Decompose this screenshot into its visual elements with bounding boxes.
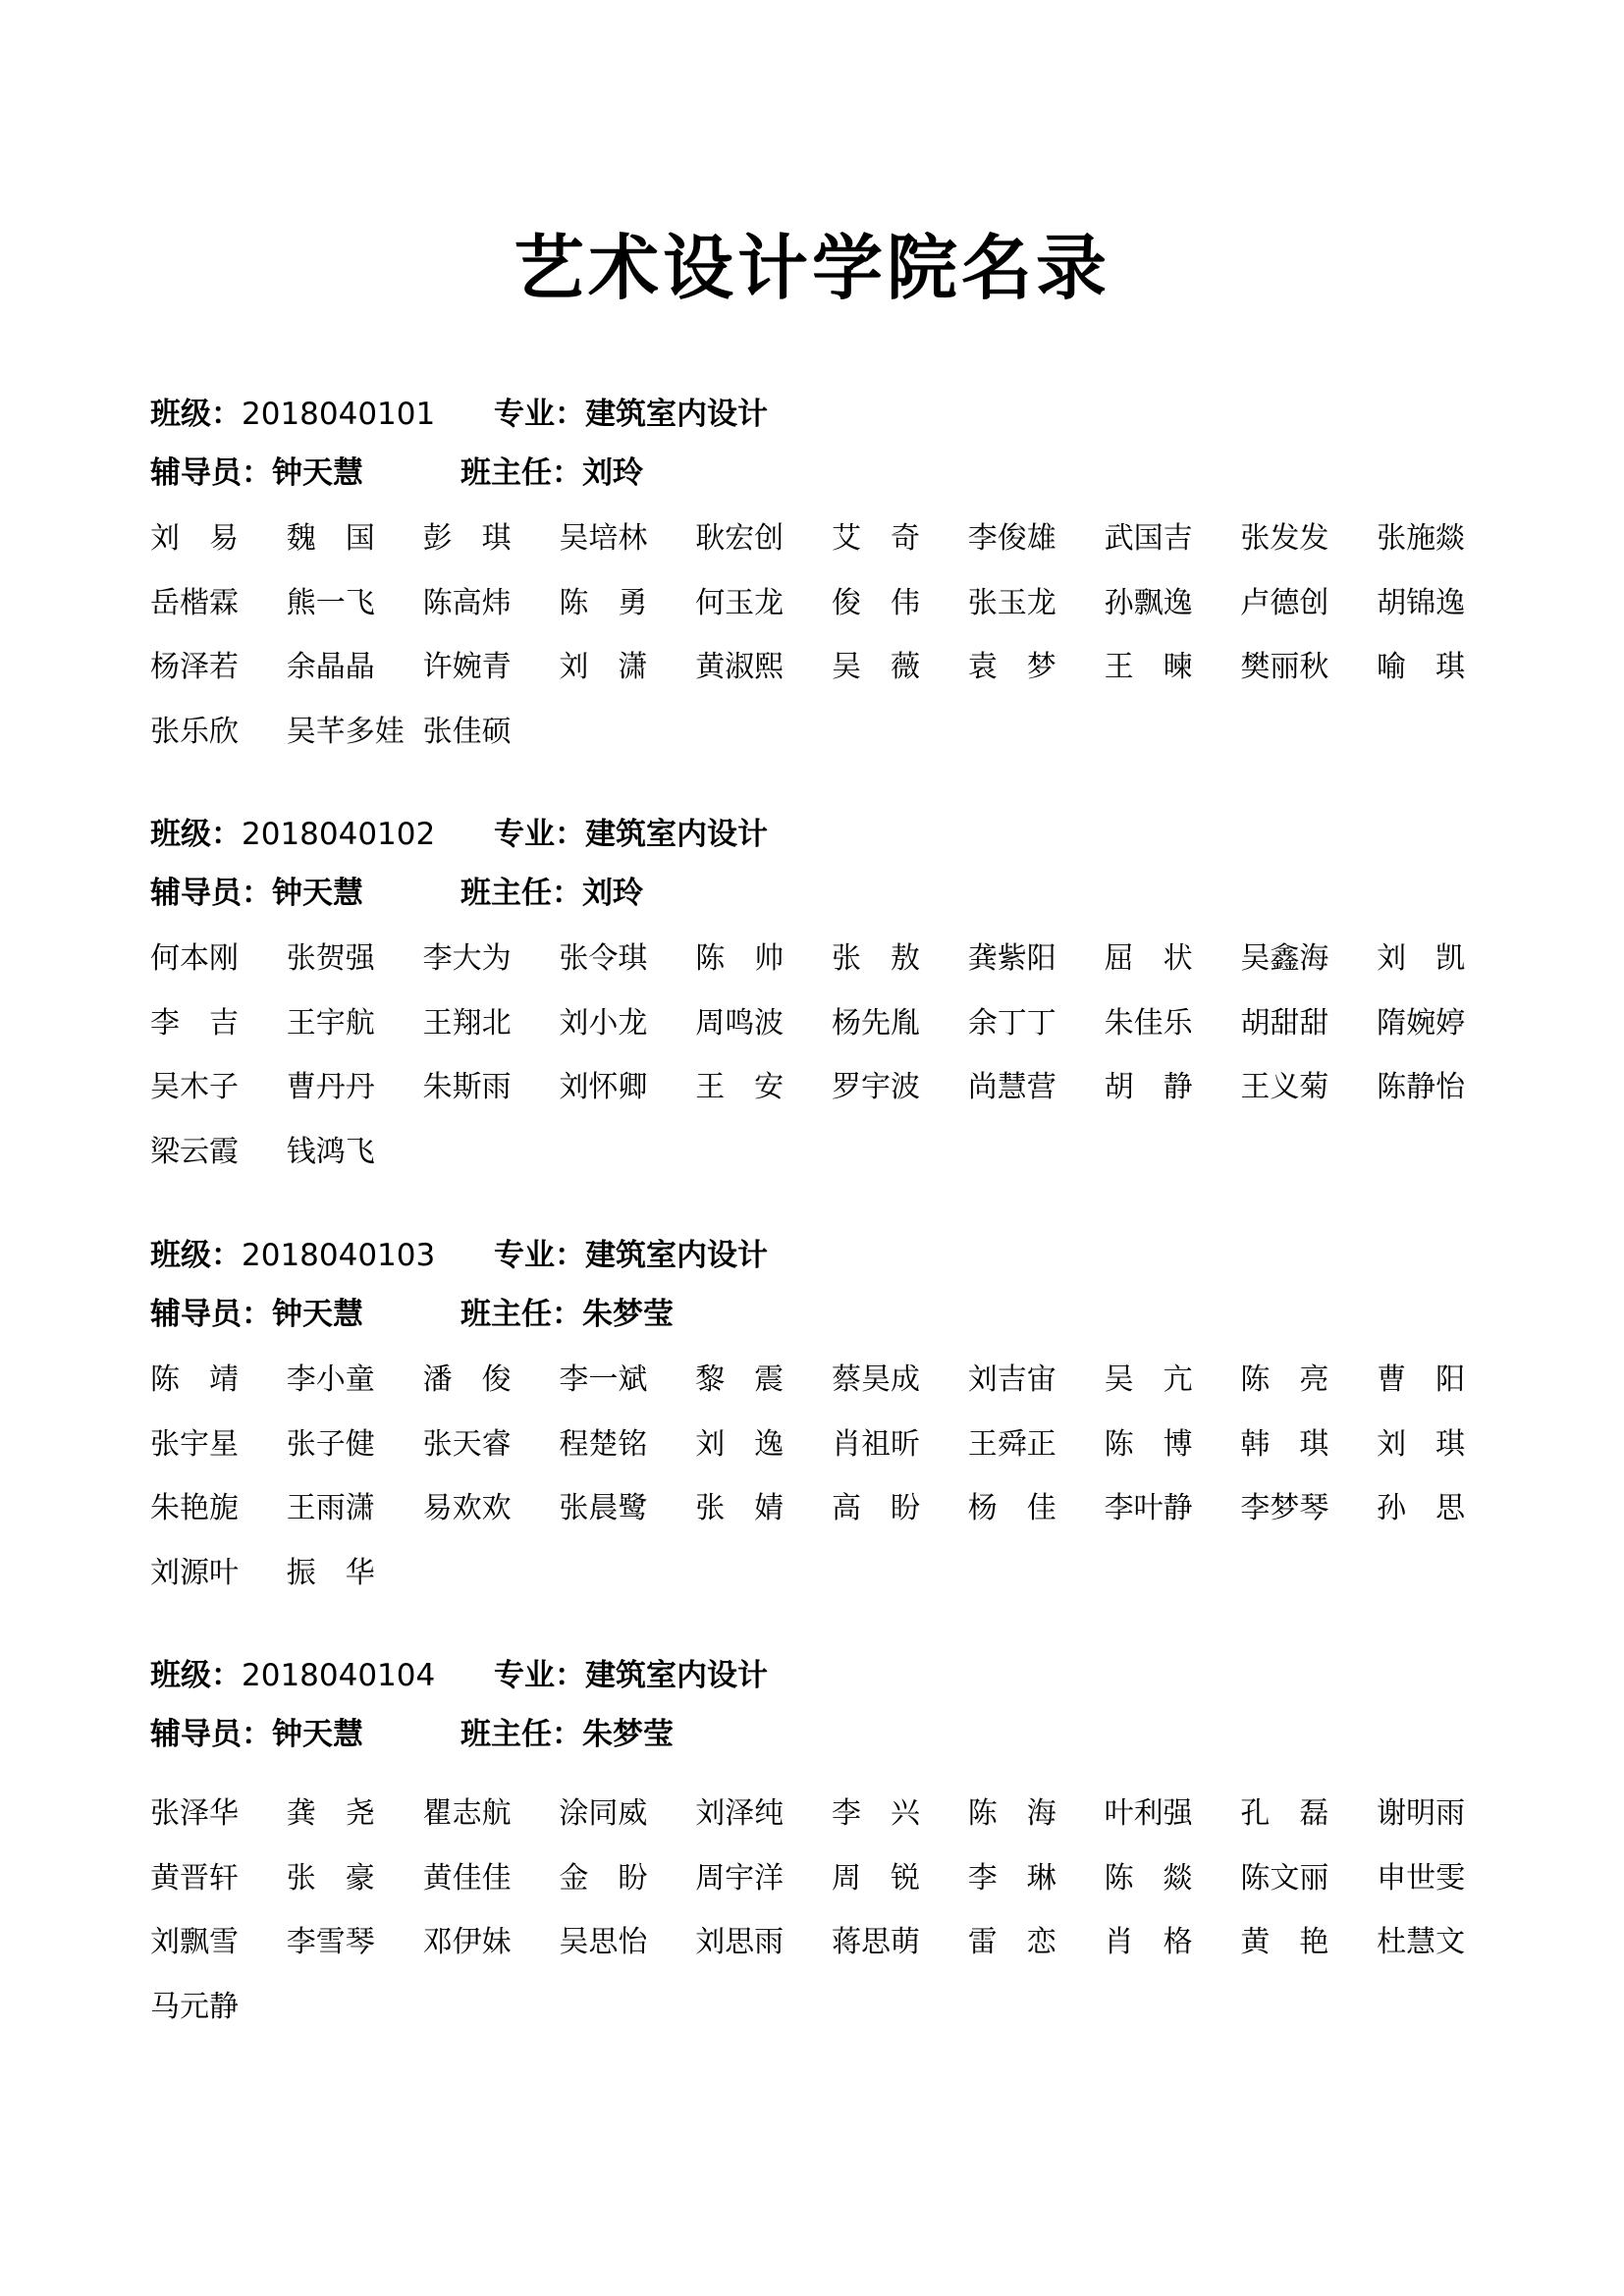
student-name: 陈 海 bbox=[967, 1796, 1056, 1831]
major-value: 建筑室内设计 bbox=[585, 817, 768, 852]
head-teacher-label: 班主任： bbox=[460, 1717, 582, 1752]
student-name: 刘 琪 bbox=[1377, 1426, 1466, 1462]
student-name: 蔡昊成 bbox=[831, 1362, 920, 1397]
class-label: 班级： bbox=[150, 817, 242, 852]
student-name: 李梦琴 bbox=[1240, 1491, 1329, 1526]
student-name: 何本刚 bbox=[150, 941, 239, 976]
student-name: 耿宏创 bbox=[695, 521, 785, 556]
student-name: 袁 梦 bbox=[967, 650, 1056, 685]
student-list bbox=[150, 927, 1505, 1184]
student-name: 卢德创 bbox=[1240, 585, 1329, 620]
student-name: 武国吉 bbox=[1104, 521, 1193, 556]
student-name: 岳楷霖 bbox=[150, 585, 239, 620]
student-list bbox=[150, 1782, 1505, 2039]
class-label: 班级： bbox=[150, 397, 242, 432]
class-number: 2018040101 bbox=[242, 397, 436, 432]
student-name: 曹 阳 bbox=[1377, 1362, 1466, 1397]
student-name: 黄晋轩 bbox=[150, 1860, 239, 1896]
student-name: 刘 逸 bbox=[695, 1426, 785, 1462]
student-name: 张贺强 bbox=[286, 941, 375, 976]
head-teacher-name: 刘玲 bbox=[582, 876, 643, 911]
student-name: 吴 亢 bbox=[1104, 1362, 1193, 1397]
student-name: 张玉龙 bbox=[967, 585, 1056, 620]
major-value: 建筑室内设计 bbox=[585, 397, 768, 432]
student-name: 潘 俊 bbox=[422, 1362, 512, 1397]
student-name: 蒋思萌 bbox=[831, 1925, 920, 1960]
counselor-label: 辅导员： bbox=[150, 455, 272, 491]
student-name: 张天睿 bbox=[422, 1426, 512, 1462]
student-name: 朱斯雨 bbox=[422, 1070, 512, 1105]
class-number: 2018040103 bbox=[242, 1238, 436, 1273]
student-name: 杨先胤 bbox=[831, 1005, 920, 1041]
student-name: 陈 帅 bbox=[695, 941, 785, 976]
student-name: 李俊雄 bbox=[967, 521, 1056, 556]
student-name: 陈静怡 bbox=[1377, 1070, 1466, 1105]
student-name: 孙 思 bbox=[1377, 1491, 1466, 1526]
student-name: 胡 静 bbox=[1104, 1070, 1193, 1105]
student-name: 李大为 bbox=[422, 941, 512, 976]
counselor-name: 钟天慧 bbox=[272, 1297, 363, 1332]
student-name: 张泽华 bbox=[150, 1796, 239, 1831]
student-name: 胡甜甜 bbox=[1240, 1005, 1329, 1041]
student-name: 艾 奇 bbox=[831, 521, 920, 556]
student-name: 叶利强 bbox=[1104, 1796, 1193, 1831]
counselor-name: 钟天慧 bbox=[272, 876, 363, 911]
student-name: 许婉青 bbox=[422, 650, 512, 685]
student-name: 朱佳乐 bbox=[1104, 1005, 1193, 1041]
student-name: 陈 燚 bbox=[1104, 1860, 1193, 1896]
head-teacher-name: 刘玲 bbox=[582, 455, 643, 491]
student-name: 尚慧营 bbox=[967, 1070, 1056, 1105]
class-label: 班级： bbox=[150, 1238, 242, 1273]
head-teacher-label: 班主任： bbox=[460, 1297, 582, 1332]
major-value: 建筑室内设计 bbox=[585, 1238, 768, 1273]
student-name: 吴培林 bbox=[559, 521, 648, 556]
student-name: 王雨潇 bbox=[286, 1491, 375, 1526]
student-name: 李 兴 bbox=[831, 1796, 920, 1831]
student-name: 张乐欣 bbox=[150, 714, 239, 749]
student-name: 钱鸿飞 bbox=[286, 1134, 375, 1169]
student-name: 周鸣波 bbox=[695, 1005, 785, 1041]
student-name: 吴木子 bbox=[150, 1070, 239, 1105]
student-name: 李一斌 bbox=[559, 1362, 648, 1397]
student-name: 马元静 bbox=[150, 1989, 239, 2024]
class-section-1 bbox=[150, 385, 1505, 764]
student-name: 李雪琴 bbox=[286, 1925, 375, 1960]
student-name: 胡锦逸 bbox=[1377, 585, 1466, 620]
student-name: 肖祖昕 bbox=[831, 1426, 920, 1462]
student-name: 王义菊 bbox=[1240, 1070, 1329, 1105]
student-name: 孔 磊 bbox=[1240, 1796, 1329, 1831]
student-name: 隋婉婷 bbox=[1377, 1005, 1466, 1041]
student-name: 张施燚 bbox=[1377, 521, 1466, 556]
student-name: 张佳硕 bbox=[422, 714, 512, 749]
student-name: 张宇星 bbox=[150, 1426, 239, 1462]
student-name: 李小童 bbox=[286, 1362, 375, 1397]
student-name: 易欢欢 bbox=[422, 1491, 512, 1526]
student-name: 李 琳 bbox=[967, 1860, 1056, 1896]
student-name: 喻 琪 bbox=[1377, 650, 1466, 685]
head-teacher-name: 朱梦莹 bbox=[582, 1717, 674, 1752]
student-name: 刘吉宙 bbox=[967, 1362, 1056, 1397]
student-name: 罗宇波 bbox=[831, 1070, 920, 1105]
student-name: 雷 恋 bbox=[967, 1925, 1056, 1960]
student-name: 俊 伟 bbox=[831, 585, 920, 620]
student-name: 张 敖 bbox=[831, 941, 920, 976]
student-name: 樊丽秋 bbox=[1240, 650, 1329, 685]
head-teacher-label: 班主任： bbox=[460, 455, 582, 491]
student-name: 瞿志航 bbox=[422, 1796, 512, 1831]
page-title: 艺术设计学院名录 bbox=[513, 227, 1110, 309]
staff-line bbox=[150, 1705, 1505, 1764]
student-name: 韩 琪 bbox=[1240, 1426, 1329, 1462]
class-label: 班级： bbox=[150, 1658, 242, 1693]
student-list bbox=[150, 507, 1505, 764]
major-label: 专业： bbox=[494, 1658, 585, 1693]
staff-line bbox=[150, 864, 1505, 923]
major-value: 建筑室内设计 bbox=[585, 1658, 768, 1693]
student-name: 刘思雨 bbox=[695, 1925, 785, 1960]
student-name: 刘怀卿 bbox=[559, 1070, 648, 1105]
student-name: 杨 佳 bbox=[967, 1491, 1056, 1526]
staff-line bbox=[150, 444, 1505, 503]
student-name: 朱艳旎 bbox=[150, 1491, 239, 1526]
student-name: 余丁丁 bbox=[967, 1005, 1056, 1041]
student-name: 何玉龙 bbox=[695, 585, 785, 620]
student-list bbox=[150, 1348, 1505, 1605]
class-section-4 bbox=[150, 1646, 1505, 2039]
class-section-2 bbox=[150, 805, 1505, 1184]
student-name: 邓伊妹 bbox=[422, 1925, 512, 1960]
student-name: 申世雯 bbox=[1377, 1860, 1466, 1896]
student-name: 龚 尧 bbox=[286, 1796, 375, 1831]
class-major-line bbox=[150, 385, 1505, 444]
student-name: 张令琪 bbox=[559, 941, 648, 976]
student-name: 陈文丽 bbox=[1240, 1860, 1329, 1896]
student-name: 张发发 bbox=[1240, 521, 1329, 556]
student-name: 王 安 bbox=[695, 1070, 785, 1105]
student-name: 振 华 bbox=[286, 1555, 375, 1590]
student-name: 刘 凯 bbox=[1377, 941, 1466, 976]
student-name: 黄佳佳 bbox=[422, 1860, 512, 1896]
student-name: 陈 勇 bbox=[559, 585, 648, 620]
student-name: 杨泽若 bbox=[150, 650, 239, 685]
class-number: 2018040104 bbox=[242, 1658, 436, 1693]
counselor-label: 辅导员： bbox=[150, 876, 272, 911]
student-name: 周宇洋 bbox=[695, 1860, 785, 1896]
class-section-3 bbox=[150, 1226, 1505, 1605]
student-name: 张子健 bbox=[286, 1426, 375, 1462]
counselor-name: 钟天慧 bbox=[272, 455, 363, 491]
student-name: 刘 易 bbox=[150, 521, 239, 556]
student-name: 李叶静 bbox=[1104, 1491, 1193, 1526]
student-name: 高 盼 bbox=[831, 1491, 920, 1526]
student-name: 王翔北 bbox=[422, 1005, 512, 1041]
head-teacher-label: 班主任： bbox=[460, 876, 582, 911]
student-name: 周 锐 bbox=[831, 1860, 920, 1896]
student-name: 孙飘逸 bbox=[1104, 585, 1193, 620]
staff-line bbox=[150, 1285, 1505, 1344]
student-name: 程楚铭 bbox=[559, 1426, 648, 1462]
student-name: 刘 潇 bbox=[559, 650, 648, 685]
student-name: 陈 靖 bbox=[150, 1362, 239, 1397]
major-label: 专业： bbox=[494, 817, 585, 852]
major-label: 专业： bbox=[494, 397, 585, 432]
student-name: 刘源叶 bbox=[150, 1555, 239, 1590]
student-name: 彭 琪 bbox=[422, 521, 512, 556]
student-name: 金 盼 bbox=[559, 1860, 648, 1896]
student-name: 刘飘雪 bbox=[150, 1925, 239, 1960]
student-name: 吴 薇 bbox=[831, 650, 920, 685]
student-name: 张 婧 bbox=[695, 1491, 785, 1526]
student-name: 余晶晶 bbox=[286, 650, 375, 685]
student-name: 王舜正 bbox=[967, 1426, 1056, 1462]
student-name: 张晨鹭 bbox=[559, 1491, 648, 1526]
major-label: 专业： bbox=[494, 1238, 585, 1273]
student-name: 魏 国 bbox=[286, 521, 375, 556]
student-name: 黄淑熙 bbox=[695, 650, 785, 685]
head-teacher-name: 朱梦莹 bbox=[582, 1297, 674, 1332]
student-name: 吴芊多娃 bbox=[286, 714, 405, 749]
class-number: 2018040102 bbox=[242, 817, 436, 852]
student-name: 李 吉 bbox=[150, 1005, 239, 1041]
student-name: 陈 亮 bbox=[1240, 1362, 1329, 1397]
student-name: 黎 震 bbox=[695, 1362, 785, 1397]
student-name: 王宇航 bbox=[286, 1005, 375, 1041]
counselor-label: 辅导员： bbox=[150, 1717, 272, 1752]
student-name: 王 暕 bbox=[1104, 650, 1193, 685]
student-name: 梁云霞 bbox=[150, 1134, 239, 1169]
counselor-label: 辅导员： bbox=[150, 1297, 272, 1332]
student-name: 吴思怡 bbox=[559, 1925, 648, 1960]
counselor-name: 钟天慧 bbox=[272, 1717, 363, 1752]
student-name: 熊一飞 bbox=[286, 585, 375, 620]
class-major-line bbox=[150, 805, 1505, 864]
student-name: 陈 博 bbox=[1104, 1426, 1193, 1462]
class-major-line bbox=[150, 1646, 1505, 1705]
student-name: 陈高炜 bbox=[422, 585, 512, 620]
student-name: 刘小龙 bbox=[559, 1005, 648, 1041]
student-name: 黄 艳 bbox=[1240, 1925, 1329, 1960]
student-name: 杜慧文 bbox=[1377, 1925, 1466, 1960]
student-name: 涂同威 bbox=[559, 1796, 648, 1831]
student-name: 谢明雨 bbox=[1377, 1796, 1466, 1831]
student-name: 屈 状 bbox=[1104, 941, 1193, 976]
student-name: 刘泽纯 bbox=[695, 1796, 785, 1831]
student-name: 曹丹丹 bbox=[286, 1070, 375, 1105]
class-major-line bbox=[150, 1226, 1505, 1285]
student-name: 龚紫阳 bbox=[967, 941, 1056, 976]
student-name: 吴鑫海 bbox=[1240, 941, 1329, 976]
student-name: 张 豪 bbox=[286, 1860, 375, 1896]
student-name: 肖 格 bbox=[1104, 1925, 1193, 1960]
